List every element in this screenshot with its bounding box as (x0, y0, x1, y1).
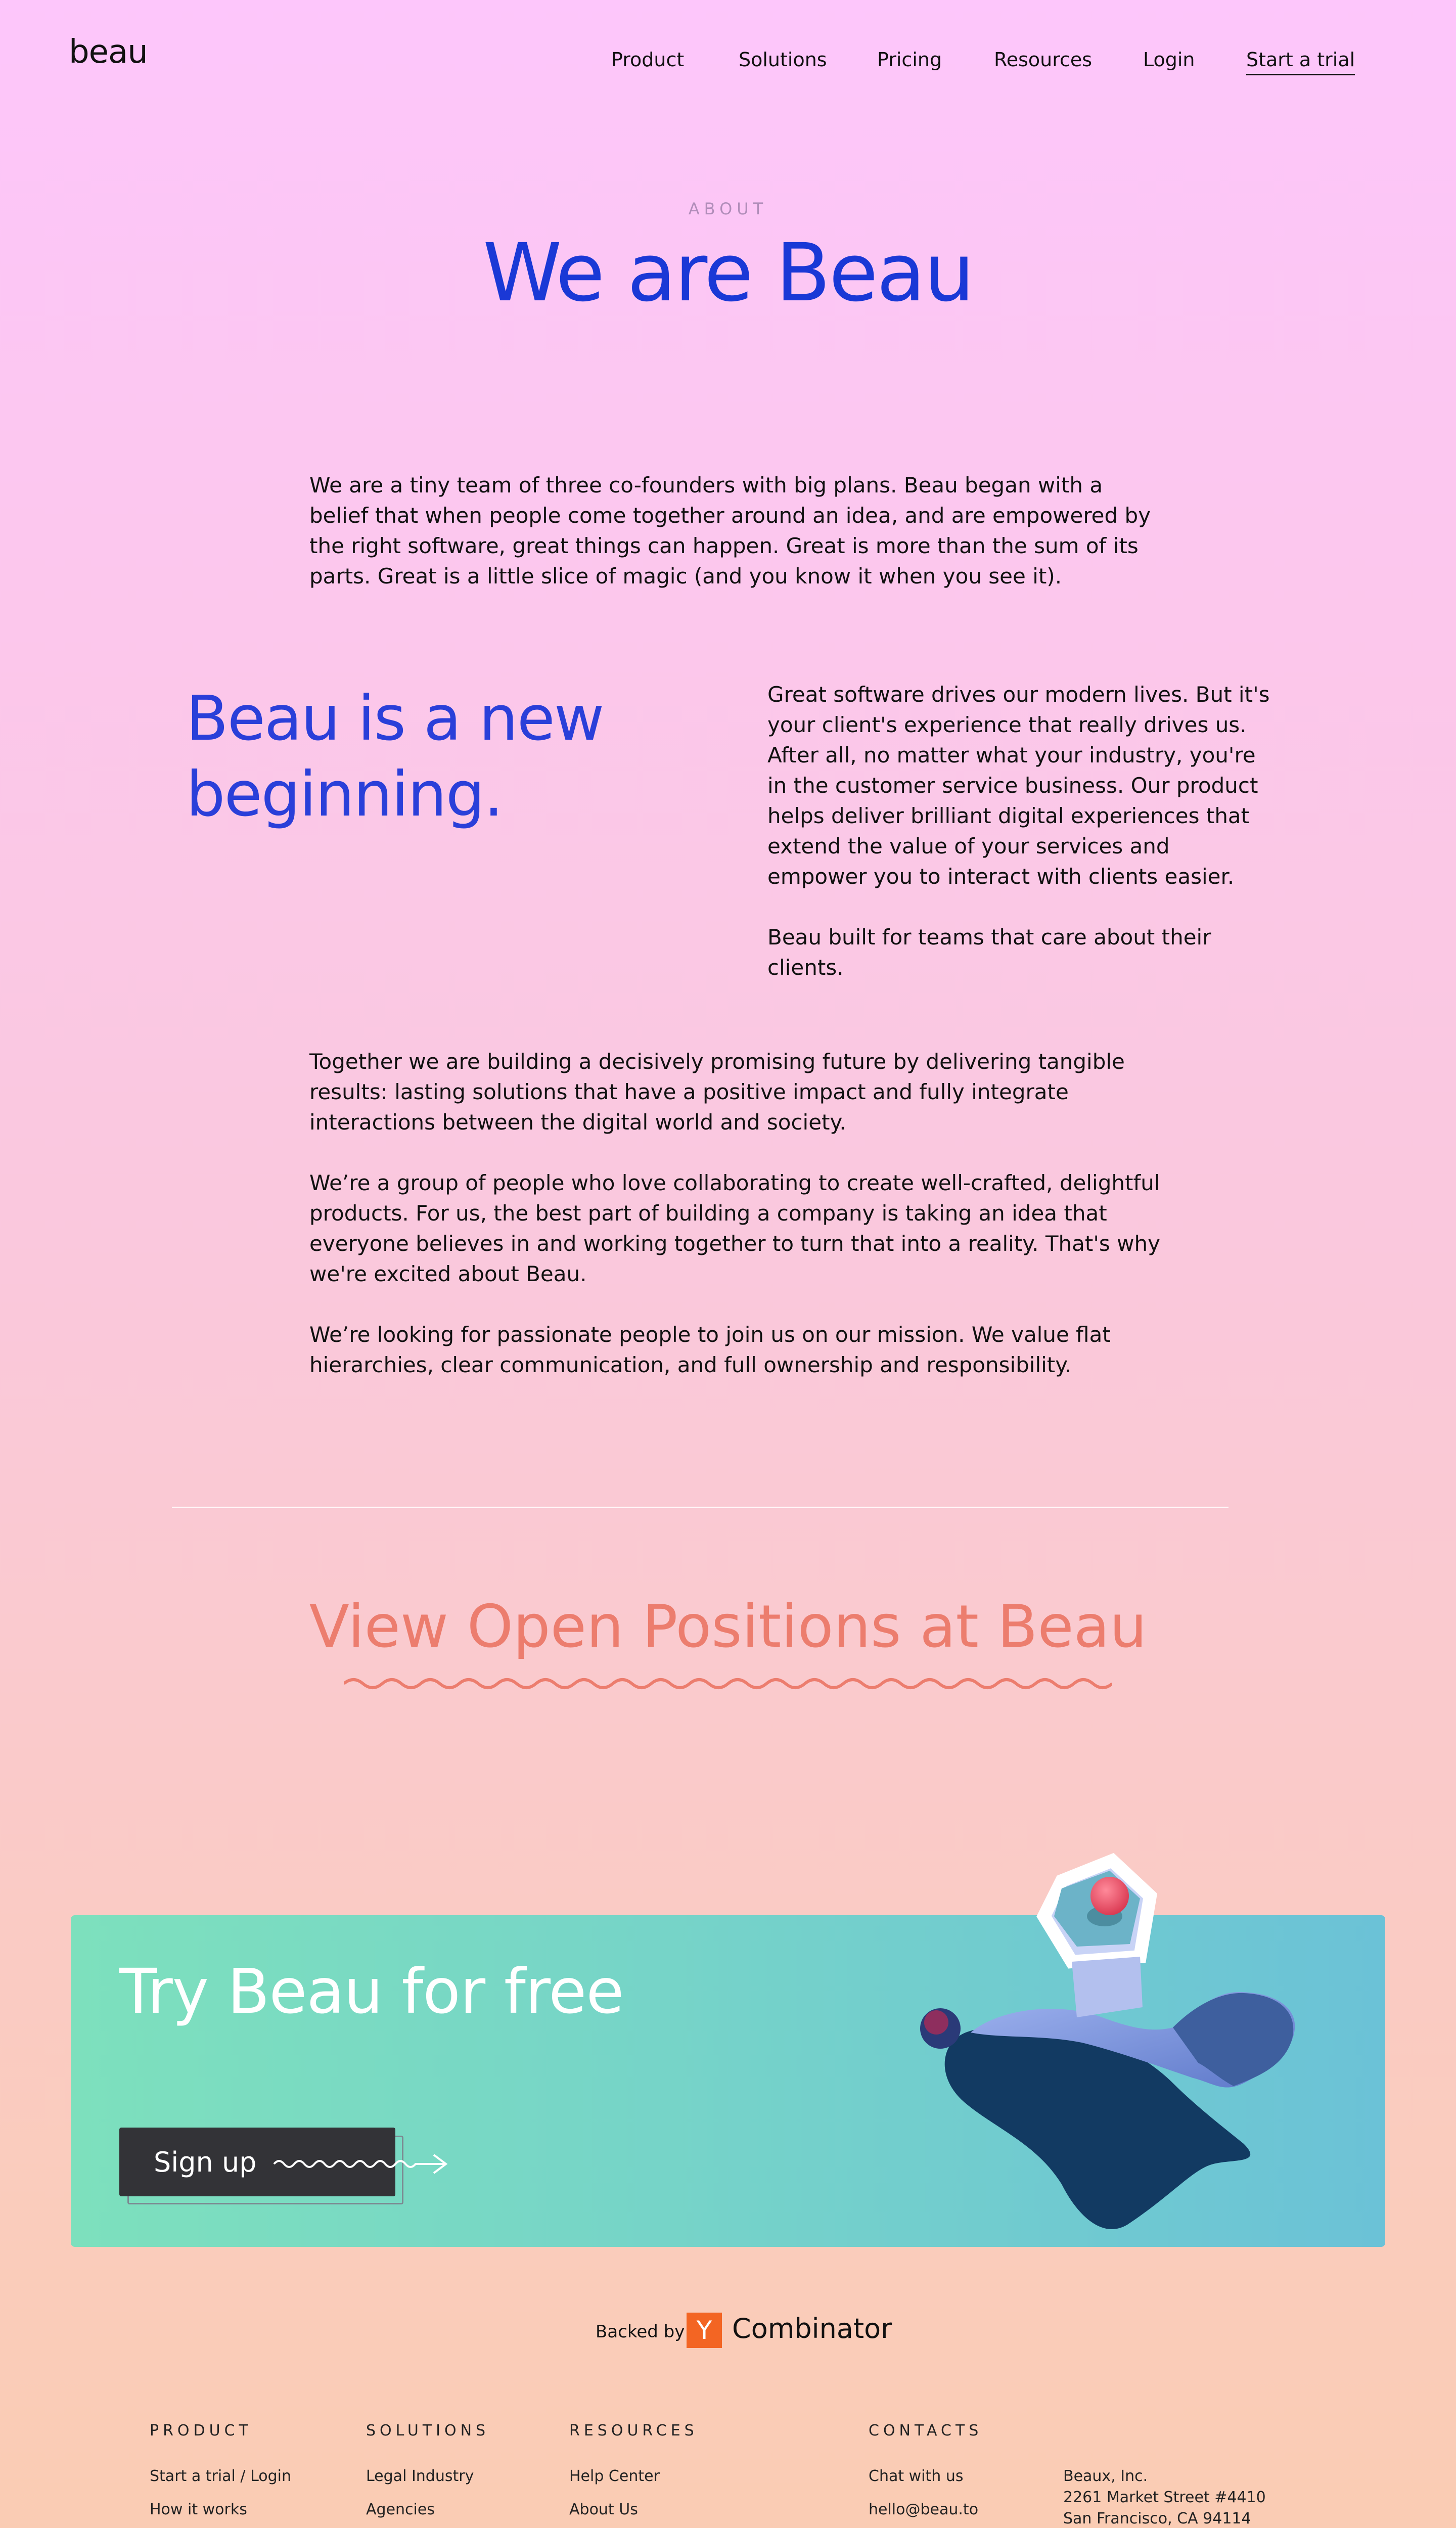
story-paragraph: We’re a group of people who love collaborating to create well-crafted, delightful products. For us, the best part of building a company is taking an idea that everyone believes in and working together to turn that into a reality. That's why we're excited about Beau. (309, 1170, 1160, 1286)
nav-login[interactable]: Login (1143, 49, 1195, 71)
cta-title: Try Beau for free (119, 1956, 624, 2027)
start-trial-link[interactable]: Start a trial (1246, 49, 1355, 75)
brand-logo[interactable]: beau (69, 33, 148, 71)
new-beginning-text (767, 680, 1273, 1013)
section-eyebrow: ABOUT (688, 199, 768, 218)
footer-link[interactable]: Chat with us (869, 2467, 964, 2485)
footer-link[interactable]: How it works (150, 2501, 247, 2518)
new-beginning-heading: Beau is a new beginning. (186, 683, 604, 830)
company-street: 2261 Market Street #4410 (1063, 2489, 1266, 2506)
footer-link[interactable]: Agencies (366, 2501, 435, 2518)
footer-heading-solutions: SOLUTIONS (366, 2422, 490, 2440)
squiggle-arrow-icon (273, 2149, 450, 2179)
sculpture-illustration (910, 1840, 1345, 2240)
story-paragraph: Together we are building a decisively promising future by delivering tangible results: lasting solutions that have a positive impact and fully integrate interactions between the digital world and society. (309, 1049, 1125, 1135)
footer-heading-resources: RESOURCES (569, 2422, 698, 2440)
nav-product[interactable]: Product (611, 49, 685, 71)
nav-solutions[interactable]: Solutions (739, 49, 827, 71)
open-positions-link[interactable]: View Open Positions at Beau (309, 1593, 1147, 1661)
signup-button-label: Sign up (154, 2146, 257, 2178)
footer-link[interactable]: About Us (569, 2501, 638, 2518)
nav-pricing[interactable]: Pricing (877, 49, 942, 71)
footer-heading-product: PRODUCT (150, 2422, 252, 2440)
footer-heading-contacts: CONTACTS (869, 2422, 983, 2440)
new-beginning-paragraph: Great software drives our modern lives. But it's your client's experience that really drives us. After all, no matter what your industry, you're in the customer service business. Our product helps deliver brilliant digital experiences that extend the value of your services and empower you to interact with clients easier. (767, 682, 1270, 889)
footer-link[interactable]: Legal Industry (366, 2467, 474, 2485)
wavy-underline-icon (344, 1675, 1112, 1693)
ycombinator-name: Combinator (732, 2313, 892, 2344)
new-beginning-paragraph: Beau built for teams that care about their clients. (767, 925, 1211, 980)
footer-link[interactable]: hello@beau.to (869, 2501, 979, 2518)
nav-resources[interactable]: Resources (994, 49, 1093, 71)
footer-link[interactable]: Start a trial / Login (150, 2467, 292, 2485)
backed-by-label: Backed by (596, 2322, 685, 2342)
company-name: Beaux, Inc. (1063, 2467, 1148, 2485)
story-paragraph: We’re looking for passionate people to join us on our mission. We value flat hierarchies, clear communication, and full ownership and responsibility. (309, 1322, 1111, 1377)
section-divider (172, 1507, 1228, 1508)
story-section (309, 1047, 1169, 1411)
ycombinator-logo: Y (687, 2313, 722, 2348)
intro-paragraph: We are a tiny team of three co-founders with big plans. Beau began with a belief that when people come together around an idea, and are empowered by the right software, great things can happen. Great is more than the sum of its parts. Great is a little slice of magic (and you know it when you see it). (309, 473, 1151, 589)
page-title: We are Beau (483, 227, 973, 320)
footer-link[interactable]: Help Center (569, 2467, 660, 2485)
company-city: San Francisco, CA 94114 (1063, 2510, 1251, 2527)
